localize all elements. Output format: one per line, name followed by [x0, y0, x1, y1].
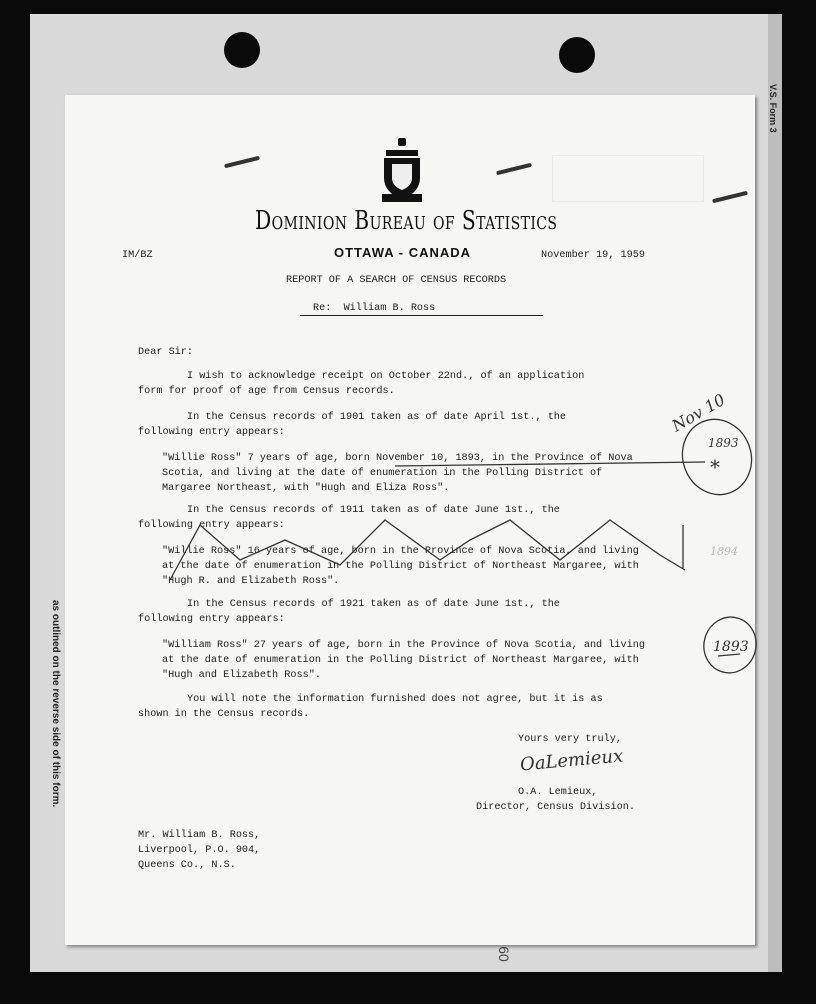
address-line: Queens Co., N.S. [138, 860, 236, 871]
note-1893: 1893 [708, 436, 739, 450]
census-entry-1911: at the date of enumeration in the Polling District of Northeast Margaree, with [162, 561, 639, 572]
page-number: 60 [495, 946, 512, 962]
census-entry-1921: "Hugh and Elizabeth Ross". [162, 670, 321, 681]
address-line: Liverpool, P.O. 904, [138, 845, 261, 856]
census-entry-1921: at the date of enumeration in the Polling District of Northeast Margaree, with [162, 655, 639, 666]
signature: OaLemieux [519, 745, 625, 776]
signer-name: O.A. Lemieux, [518, 787, 598, 798]
paragraph-line: form for proof of age from Census records. [138, 386, 395, 397]
note-1894-faint: 1894 [710, 545, 738, 558]
reference-code: IM/BZ [122, 250, 153, 261]
census-entry-1911: "Willie Ross" 16 years of age, born in the Province of Nova Scotia, and living [162, 546, 639, 557]
salutation: Dear Sir: [138, 347, 194, 358]
census-entry-1901: "Willie Ross" 7 years of age, born November 10, 1893, in the Province of Nova [162, 453, 633, 464]
re-line: Re: William B. Ross [300, 302, 543, 316]
report-subject: REPORT OF A SEARCH OF CENSUS RECORDS [286, 275, 507, 286]
paragraph-line: shown in the Census records. [138, 709, 310, 720]
paragraph-line: In the Census records of 1911 taken as of date June 1st., the [187, 505, 560, 516]
paragraph-line: In the Census records of 1901 taken as of date April 1st., the [187, 412, 567, 423]
closing: Yours very truly, [518, 734, 622, 745]
letterhead-title: Dominion Bureau of Statistics [255, 206, 558, 236]
paragraph-line: following entry appears: [138, 520, 285, 531]
census-entry-1921: "William Ross" 27 years of age, born in the Province of Nova Scotia, and living [162, 640, 645, 651]
letterhead-location: OTTAWA - CANADA [334, 245, 472, 260]
census-entry-1911: "Hugh R. and Elizabeth Ross". [162, 576, 340, 587]
paragraph-line: You will note the information furnished does not agree, but it is as [187, 694, 603, 705]
letter-date: November 19, 1959 [541, 250, 645, 261]
census-entry-1901: Margaree Northeast, with "Hugh and Eliza Ross". [162, 483, 450, 494]
census-entry-1901: Scotia, and living at the date of enumeration in the Polling District of [162, 468, 603, 479]
paragraph-line: following entry appears: [138, 427, 285, 438]
paragraph-line: following entry appears: [138, 614, 285, 625]
paragraph-line: I wish to acknowledge receipt on October 22nd., of an application [187, 371, 585, 382]
paragraph-line: In the Census records of 1921 taken as of date June 1st., the [187, 599, 560, 610]
address-line: Mr. William B. Ross, [138, 830, 261, 841]
form-label: V.S. Form 3 [768, 84, 778, 133]
note-1893-circled: 1893 [713, 639, 749, 655]
side-note: as outlined on the reverse side of this form. [50, 600, 61, 808]
note-asterisk: * [710, 455, 720, 479]
signer-title: Director, Census Division. [476, 802, 635, 813]
note-nov10: Nov 10 [668, 389, 729, 436]
